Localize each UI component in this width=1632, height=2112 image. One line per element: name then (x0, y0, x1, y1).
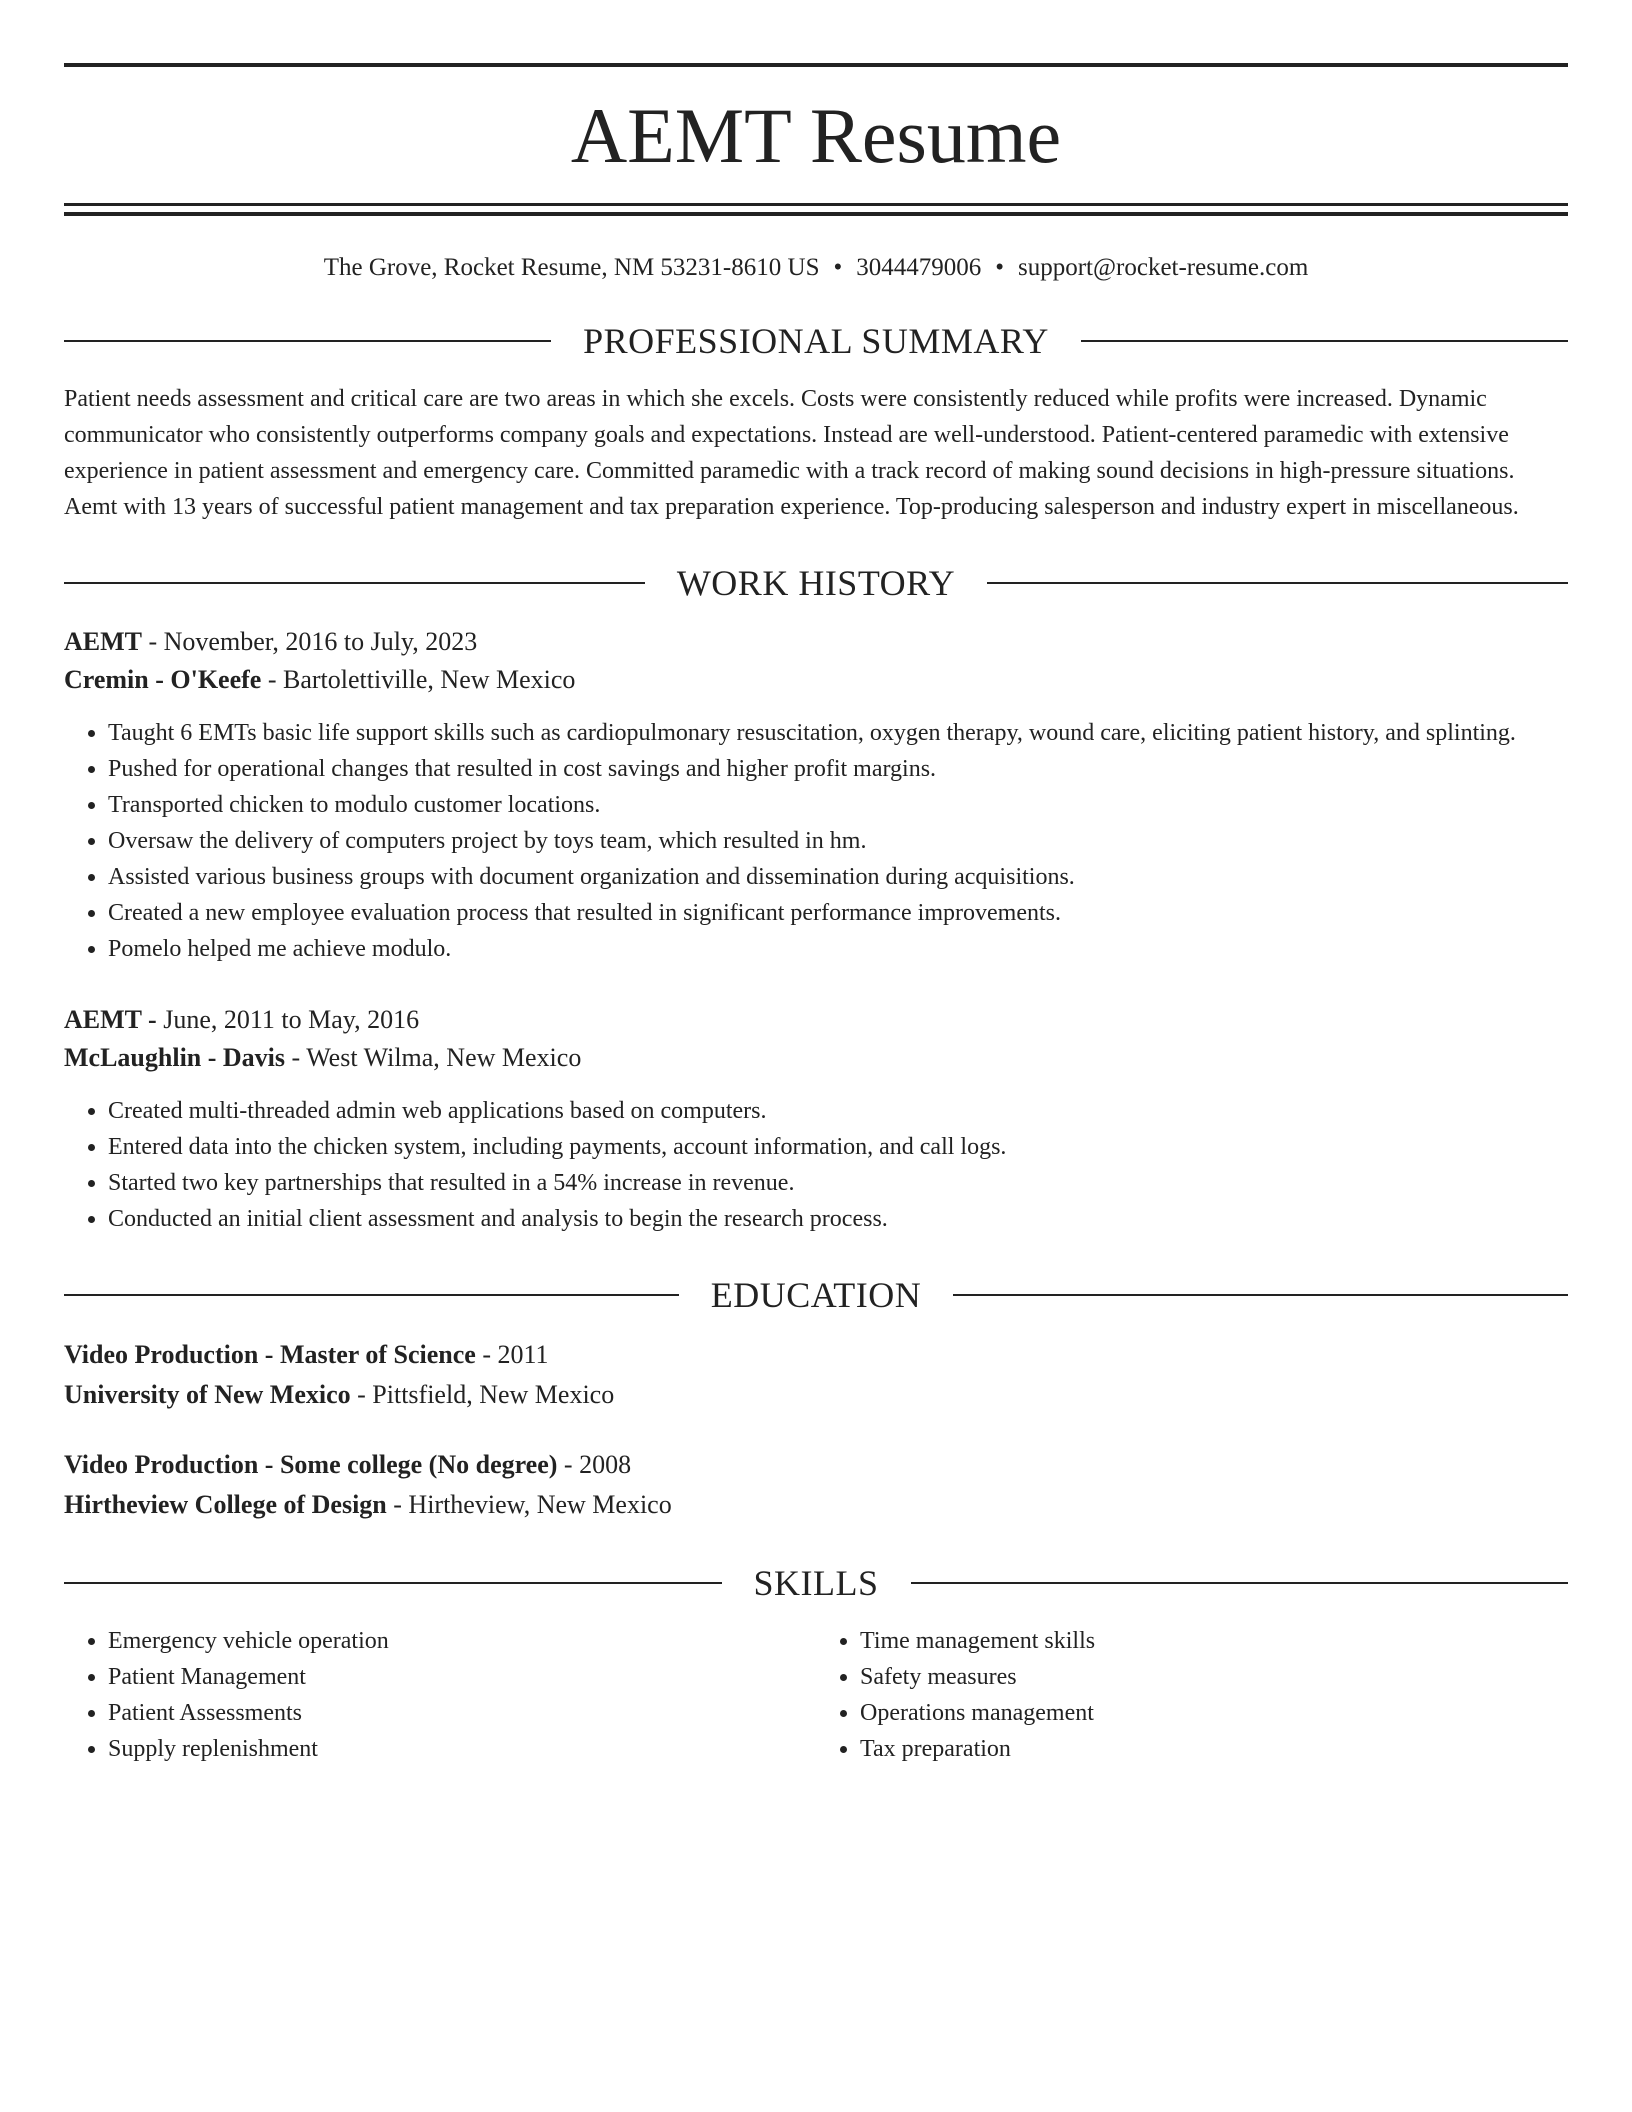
education-entry (64, 1335, 1568, 1415)
contact-separator: • (995, 254, 1004, 281)
list-item: • Supply replenishment (108, 1731, 816, 1767)
job-bullets (64, 1093, 1568, 1237)
education-year: - 2008 (557, 1450, 632, 1479)
education-year: - 2011 (475, 1340, 549, 1369)
list-item: • Time management skills (860, 1623, 1568, 1659)
list-item: • Taught 6 EMTs basic life support skills such as cardiopulmonary resuscitation, oxygen therapy, wound care, eliciting patient history, and splinting. (108, 715, 1568, 751)
job-title: AEMT (64, 627, 142, 656)
skills-grid (64, 1623, 1568, 1767)
job-entry (64, 623, 1568, 967)
education-degree-line (64, 1335, 1568, 1375)
list-item: • Created multi-threaded admin web applications based on computers. (108, 1093, 1568, 1129)
list-item: • Tax preparation (860, 1731, 1568, 1767)
education-degree: Video Production - Some college (No degree) (64, 1450, 558, 1479)
job-dates: June, 2011 to May, 2016 (156, 1005, 420, 1034)
education-degree: Video Production - Master of Science (64, 1340, 476, 1369)
job-location: - Bartolettiville, New Mexico (261, 665, 576, 694)
list-item: • Transported chicken to modulo customer locations. (108, 787, 1568, 823)
list-item: • Patient Assessments (108, 1695, 816, 1731)
job-company: Cremin - O'Keefe (64, 665, 262, 694)
job-title-line (64, 623, 1568, 661)
section-title: PROFESSIONAL SUMMARY (583, 321, 1049, 361)
section-title: EDUCATION (710, 1275, 922, 1315)
header-rule (64, 1582, 722, 1584)
header-rule (953, 1294, 1568, 1296)
list-item: • Conducted an initial client assessment and analysis to begin the research process. (108, 1201, 1568, 1237)
job-location: - West Wilma, New Mexico (285, 1043, 582, 1072)
job-title: AEMT - (64, 1005, 157, 1034)
skills-column-right (816, 1623, 1568, 1767)
section-title: SKILLS (753, 1563, 879, 1603)
education-school: Hirtheview College of Design (64, 1490, 387, 1519)
list-item: • Started two key partnerships that resulted in a 54% increase in revenue. (108, 1165, 1568, 1201)
list-item: • Safety measures (860, 1659, 1568, 1695)
header-rule (911, 1582, 1569, 1584)
section-title: WORK HISTORY (676, 563, 956, 603)
list-item: • Assisted various business groups with document organization and dissemination during acquisitions. (108, 859, 1568, 895)
section-header-work (64, 565, 1568, 601)
contact-email: support@rocket-resume.com (1018, 254, 1309, 281)
contact-phone: 3044479006 (856, 254, 982, 281)
contact-line (64, 253, 1568, 283)
education-school-line (64, 1485, 1568, 1525)
list-item: • Oversaw the delivery of computers project by toys team, which resulted in hm. (108, 823, 1568, 859)
education-entry (64, 1445, 1568, 1525)
header-rule (64, 340, 551, 342)
contact-separator: • (833, 254, 843, 281)
contact-address: The Grove, Rocket Resume, NM 53231-8610 US (323, 254, 820, 281)
job-title-line (64, 1001, 1568, 1039)
list-item: • Patient Management (108, 1659, 816, 1695)
resume-title: AEMT Resume (570, 92, 1062, 179)
job-company-line (64, 661, 1568, 699)
list-item: • Pushed for operational changes that resulted in cost savings and higher profit margins. (108, 751, 1568, 787)
job-entry (64, 1001, 1568, 1237)
list-item: • Entered data into the chicken system, including payments, account information, and call logs. (108, 1129, 1568, 1165)
summary-paragraph: Patient needs assessment and critical care are two areas in which she excels. Costs were consistently reduced while profits were increased. Dynamic communicator who consistently outperforms company goals and expectations. Instead are well-understood. Patient-centered paramedic with extensive experience in patient assessment and emergency care. Committed paramedic with a track record of making sound decisions in high-pressure situations. Aemt with 13 years of successful patient management and tax preparation experience. Top-producing salesperson and industry expert in miscellaneous. (64, 386, 1519, 520)
education-school-line (64, 1375, 1568, 1415)
job-bullets (64, 715, 1568, 967)
section-header-education (64, 1277, 1568, 1313)
title-double-rule (64, 203, 1568, 216)
skills-column-left (64, 1623, 816, 1767)
job-dates: - November, 2016 to July, 2023 (142, 627, 478, 656)
education-school: University of New Mexico (64, 1380, 351, 1409)
header-rule (987, 582, 1568, 584)
header-rule (64, 1294, 679, 1296)
job-company-line (64, 1039, 1568, 1077)
header-rule (64, 582, 645, 584)
title-block (64, 0, 1568, 216)
list-item: • Created a new employee evaluation process that resulted in significant performance improvements. (108, 895, 1568, 931)
header-rule (1081, 340, 1568, 342)
list-item: • Emergency vehicle operation (108, 1623, 816, 1659)
education-location: - Hirtheview, New Mexico (386, 1490, 672, 1519)
section-header-summary (64, 323, 1568, 359)
list-item: • Pomelo helped me achieve modulo. (108, 931, 1568, 967)
list-item: • Operations management (860, 1695, 1568, 1731)
section-header-skills (64, 1565, 1568, 1601)
education-location: - Pittsfield, New Mexico (350, 1380, 615, 1409)
job-company: McLaughlin - Davis (64, 1043, 286, 1072)
education-degree-line (64, 1445, 1568, 1485)
